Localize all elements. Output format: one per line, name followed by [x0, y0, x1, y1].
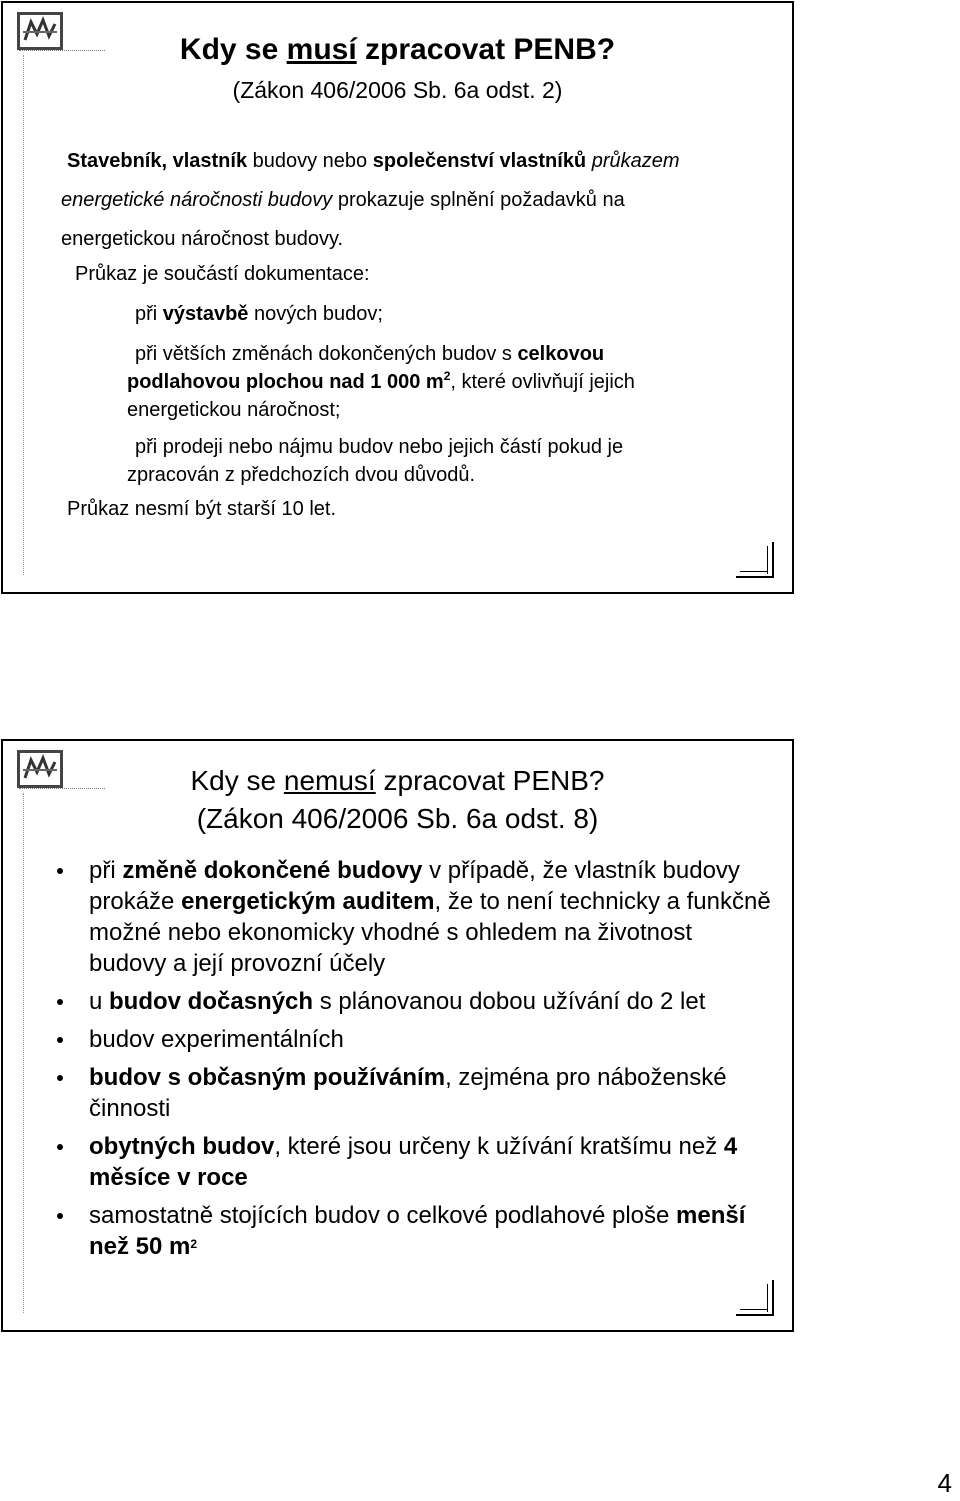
bullet-icon — [57, 1037, 63, 1043]
slide-1 — [1, 1, 794, 594]
list-item: budov s občasným používáním, zejména pro náboženské činnosti — [55, 1062, 775, 1124]
item-construction: při výstavbě nových budov; — [135, 303, 383, 325]
margin-guide — [23, 793, 25, 1313]
slide-1-subtitle: (Zákon 406/2006 Sb. 6a odst. 2) — [232, 77, 563, 103]
bullet-icon — [57, 1144, 63, 1150]
margin-guide — [23, 55, 25, 575]
list-item: obytných budov, které jsou určeny k užívání kratšímu než 4 měsíce v roce — [55, 1131, 775, 1193]
bullet-icon — [57, 1075, 63, 1081]
slide-2-title: Kdy se nemusí zpracovat PENB? — [190, 765, 605, 796]
intro-line-3: energetickou náročnost budovy. — [61, 228, 344, 250]
part-label: Průkaz je součástí dokumentace: — [75, 263, 370, 285]
item-changes-line-3: energetickou náročnost; — [127, 399, 341, 421]
bullet-icon — [57, 1213, 63, 1219]
intro-line-1: Stavebník, vlastník budovy nebo společenství vlastníků průkazem — [67, 150, 680, 172]
intro-line-2: energetické náročnosti budovy prokazuje splnění požadavků na — [61, 189, 625, 211]
item-changes-line-2: podlahovou plochou nad 1 000 $m^2$, které ovlivňují jejich — [127, 369, 635, 393]
list-item: samostatně stojících budov o celkové podlahové ploše menší než 50 $m^2$ — [55, 1200, 775, 1262]
list-item: při změně dokončené budovy v případě, že vlastník budovy prokáže energetickým auditem, že to není technicky a funkčně možné nebo ekonomicky vhodné s ohledem na životnost budovy a její provozní účely — [55, 855, 775, 979]
item-sale-line-1: při prodeji nebo nájmu budov nebo jejich částí pokud je — [135, 436, 624, 458]
page-number: 4 — [937, 1468, 952, 1498]
exemption-list — [55, 855, 775, 1269]
bullet-icon — [57, 868, 63, 874]
slide-2 — [1, 739, 794, 1332]
bullet-icon — [57, 999, 63, 1005]
item-changes-line-1: při větších změnách dokončených budov s celkovou — [135, 343, 605, 365]
slide-1-title: Kdy se musí zpracovat PENB? — [179, 33, 616, 66]
slide-2-subtitle: (Zákon 406/2006 Sb. 6a odst. 8) — [196, 803, 599, 834]
list-item: budov experimentálních — [55, 1024, 775, 1055]
corner-mark — [734, 1280, 774, 1316]
item-sale-line-2: zpracován z předchozích dvou důvodů. — [127, 464, 475, 486]
validity-note: Průkaz nesmí být starší 10 let. — [67, 498, 336, 520]
list-item: u budov dočasných s plánovanou dobou užívání do 2 let — [55, 986, 775, 1017]
corner-mark — [734, 542, 774, 578]
